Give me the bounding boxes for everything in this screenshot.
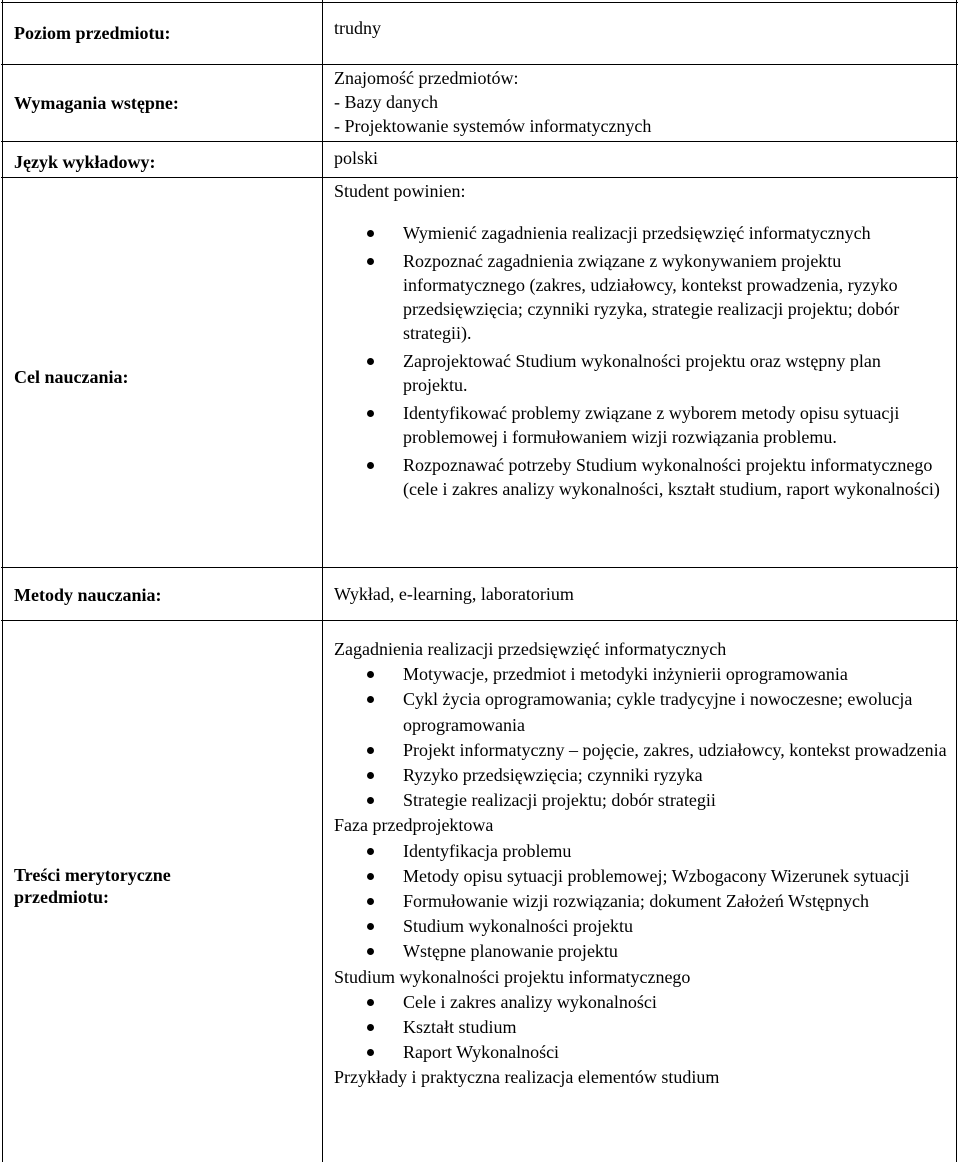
list-item: Zaprojektować Studium wykonalności projektu oraz wstępny plan projektu. bbox=[334, 349, 948, 397]
label-cel: Cel nauczania: bbox=[14, 367, 129, 387]
section-heading: Faza przedprojektowa bbox=[334, 815, 494, 836]
table-row-divider bbox=[1, 620, 958, 621]
list-item: Cykl życia oprogramowania; cykle tradycyjne i nowoczesne; ewolucja oprogramowania bbox=[334, 687, 948, 737]
table-column-divider bbox=[322, 0, 323, 1162]
list-item: Ryzyko przedsięwzięcia; czynniki ryzyka bbox=[334, 763, 948, 788]
value-jezyk: polski bbox=[334, 148, 379, 168]
label-jezyk: Język wykładowy: bbox=[14, 152, 156, 172]
label-tresci-line1: Treści merytoryczne bbox=[14, 865, 171, 885]
table-border-left bbox=[2, 0, 3, 1162]
list-item: Raport Wykonalności bbox=[334, 1040, 948, 1065]
cel-intro: Student powinien: bbox=[334, 181, 466, 201]
value-cel bbox=[334, 179, 948, 501]
value-poziom: trudny bbox=[334, 18, 381, 38]
section-bullet-list bbox=[334, 990, 948, 1066]
label-tresci bbox=[14, 864, 171, 908]
label-metody: Metody nauczania: bbox=[14, 585, 162, 605]
list-item: Cele i zakres analizy wykonalności bbox=[334, 990, 948, 1015]
list-item: Motywacje, przedmiot i metodyki inżynierii oprogramowania bbox=[334, 662, 948, 687]
table-row-divider bbox=[1, 567, 958, 568]
label-poziom: Poziom przedmiotu: bbox=[14, 23, 171, 43]
section-heading: Zagadnienia realizacji przedsięwzięć informatycznych bbox=[334, 639, 727, 659]
table-border-top bbox=[1, 2, 958, 3]
wymagania-line: - Projektowanie systemów informatycznych bbox=[334, 116, 652, 136]
list-item: Wymienić zagadnienia realizacji przedsięwzięć informatycznych bbox=[334, 221, 948, 245]
section-footer: Przykłady i praktyczna realizacja elementów studium bbox=[334, 1067, 720, 1088]
section-heading: Studium wykonalności projektu informatycznego bbox=[334, 966, 691, 987]
list-item: Identyfikować problemy związane z wyborem metody opisu sytuacji problemowej i formułowaniem wizji rozwiązania problemu. bbox=[334, 401, 948, 449]
wymagania-line: - Bazy danych bbox=[334, 92, 438, 112]
value-metody: Wykład, e-learning, laboratorium bbox=[334, 584, 574, 604]
list-item: Kształt studium bbox=[334, 1015, 948, 1040]
cel-bullet-list bbox=[334, 221, 948, 501]
list-item: Strategie realizacji projektu; dobór strategii bbox=[334, 788, 948, 813]
label-tresci-line2: przedmiotu: bbox=[14, 887, 109, 907]
label-wymagania: Wymagania wstępne: bbox=[14, 93, 179, 113]
list-item: Formułowanie wizji rozwiązania; dokument Założeń Wstępnych bbox=[334, 889, 948, 914]
list-item: Rozpoznać zagadnienia związane z wykonywaniem projektu informatycznego (zakres, udziałowcy, kontekst prowadzenia, ryzyko przedsięwzięcia; czynniki ryzyka, strategie realizacji projektu; dobór strategii). bbox=[334, 249, 948, 345]
value-tresci bbox=[334, 637, 948, 1091]
section-bullet-list bbox=[334, 839, 948, 965]
table-border-right bbox=[956, 0, 957, 1162]
section-bullet-list bbox=[334, 662, 948, 813]
list-item: Rozpoznawać potrzeby Studium wykonalności projektu informatycznego (cele i zakres analizy wykonalności, kształt studium, raport wykonalności) bbox=[334, 453, 948, 501]
list-item: Projekt informatyczny – pojęcie, zakres, udziałowcy, kontekst prowadzenia bbox=[334, 738, 948, 763]
table-row-divider bbox=[1, 64, 958, 65]
table-row-divider bbox=[1, 177, 958, 178]
list-item: Wstępne planowanie projektu bbox=[334, 939, 948, 964]
list-item: Metody opisu sytuacji problemowej; Wzbogacony Wizerunek sytuacji bbox=[334, 864, 948, 889]
list-item: Identyfikacja problemu bbox=[334, 839, 948, 864]
value-wymagania bbox=[334, 66, 948, 138]
table-row-divider bbox=[1, 141, 958, 142]
wymagania-line: Znajomość przedmiotów: bbox=[334, 68, 519, 88]
list-item: Studium wykonalności projektu bbox=[334, 914, 948, 939]
